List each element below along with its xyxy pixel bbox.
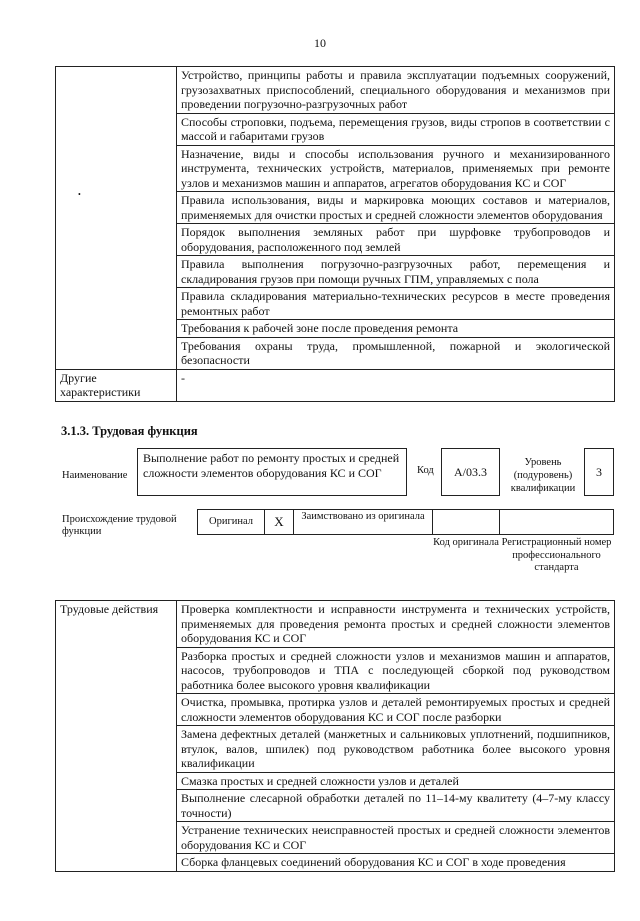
action-row: Очистка, промывка, протирка узлов и деталей ремонтируемых простых и средней сложности элементов оборудования КС и СОГ после разборки — [177, 694, 615, 726]
stray-dot: • — [78, 190, 81, 199]
qualification-level-label: Уровень (подуровень) квалификации — [510, 457, 576, 494]
requirement-row: Правила складирования материально-технических ресурсов в месте проведения ремонтных работ — [177, 288, 615, 320]
action-row: Смазка простых и средней сложности узлов и деталей — [177, 772, 615, 790]
reg-number-label: Регистрационный номер профессионального стандарта — [501, 537, 612, 573]
action-row: Выполнение слесарной обработки деталей по 11–14-му квалитету (4–7-му классу точности) — [177, 790, 615, 822]
function-name: Выполнение работ по ремонту простых и средней сложности элементов оборудования КС и СОГ — [137, 448, 407, 496]
other-characteristics-value: - — [177, 369, 615, 401]
origin-label: Происхождение трудовой функции — [62, 514, 177, 537]
page-number: 10 — [314, 36, 326, 50]
requirement-row: Правила выполнения погрузочно-разгрузочных работ, перемещения и складирования грузов при помощи ручных ГПМ, управляемых с пола — [177, 256, 615, 288]
action-row: Устранение технических неисправностей простых и средней сложности элементов оборудования КС и СОГ — [177, 822, 615, 854]
requirement-row: Требования охраны труда, промышленной, пожарной и экологической безопасности — [177, 337, 615, 369]
other-characteristics-label: Другие характеристики — [56, 369, 177, 401]
requirements-label-cell — [56, 67, 177, 370]
requirement-row: Правила использования, виды и маркировка моющих составов и материалов, применяемых для очистки простых и средней сложности элементов оборудования — [177, 192, 615, 224]
section-title: 3.1.3. Трудовая функция — [61, 424, 198, 438]
requirement-row: Порядок выполнения земляных работ при шурфовке трубопроводов и оборудования, расположенного под землей — [177, 224, 615, 256]
origin-mark-cell: X — [264, 509, 294, 535]
action-row: Проверка комплектности и исправности инструмента и технических устройств, применяемых для проведения ремонта простых и средней сложности элементов оборудования КС и СОГ — [177, 601, 615, 648]
requirement-row: Назначение, виды и способы использования ручного и механизированного инструмента, технических устройств, материалов, применяемых при ремонте узлов и механизмов машин и аппаратов, агрегатов оборудования КС и СОГ — [177, 145, 615, 192]
action-row: Разборка простых и средней сложности узлов и механизмов машин и аппаратов, насосов, трубопроводов и ТПА с последующей сборкой под руководством работника более высокого уровня квалификации — [177, 647, 615, 694]
function-code: А/03.3 — [441, 448, 500, 496]
action-row: Сборка фланцевых соединений оборудования КС и СОГ в ходе проведения — [177, 854, 615, 872]
origin-borrowed-cell: Заимствовано из оригинала — [293, 509, 433, 535]
origin-original-cell: Оригинал — [197, 509, 265, 535]
action-row: Замена дефектных деталей (манжетных и сальниковых уплотнений, подшипников, втулок, валов, шпилек) под руководством работника более высокого уровня квалификации — [177, 726, 615, 773]
function-code-label: Код — [417, 465, 434, 476]
actions-label: Трудовые действия — [56, 601, 177, 872]
origin-reg-cell — [499, 509, 614, 535]
function-name-label: Наименование — [62, 470, 128, 481]
origin-code-cell — [432, 509, 500, 535]
requirement-row: Устройство, принципы работы и правила эксплуатации подъемных сооружений, грузозахватных приспособлений, специального оборудования и механизмов при проведении погрузочно-разгрузочных работ — [177, 67, 615, 114]
requirement-row: Способы строповки, подъема, перемещения грузов, виды стропов в соответствии с массой и габаритами грузов — [177, 113, 615, 145]
requirements-table — [55, 66, 615, 402]
requirement-row: Требования к рабочей зоне после проведения ремонта — [177, 320, 615, 338]
code-original-label: Код оригинала — [433, 537, 499, 548]
actions-table — [55, 600, 615, 872]
qualification-level: 3 — [584, 448, 614, 496]
